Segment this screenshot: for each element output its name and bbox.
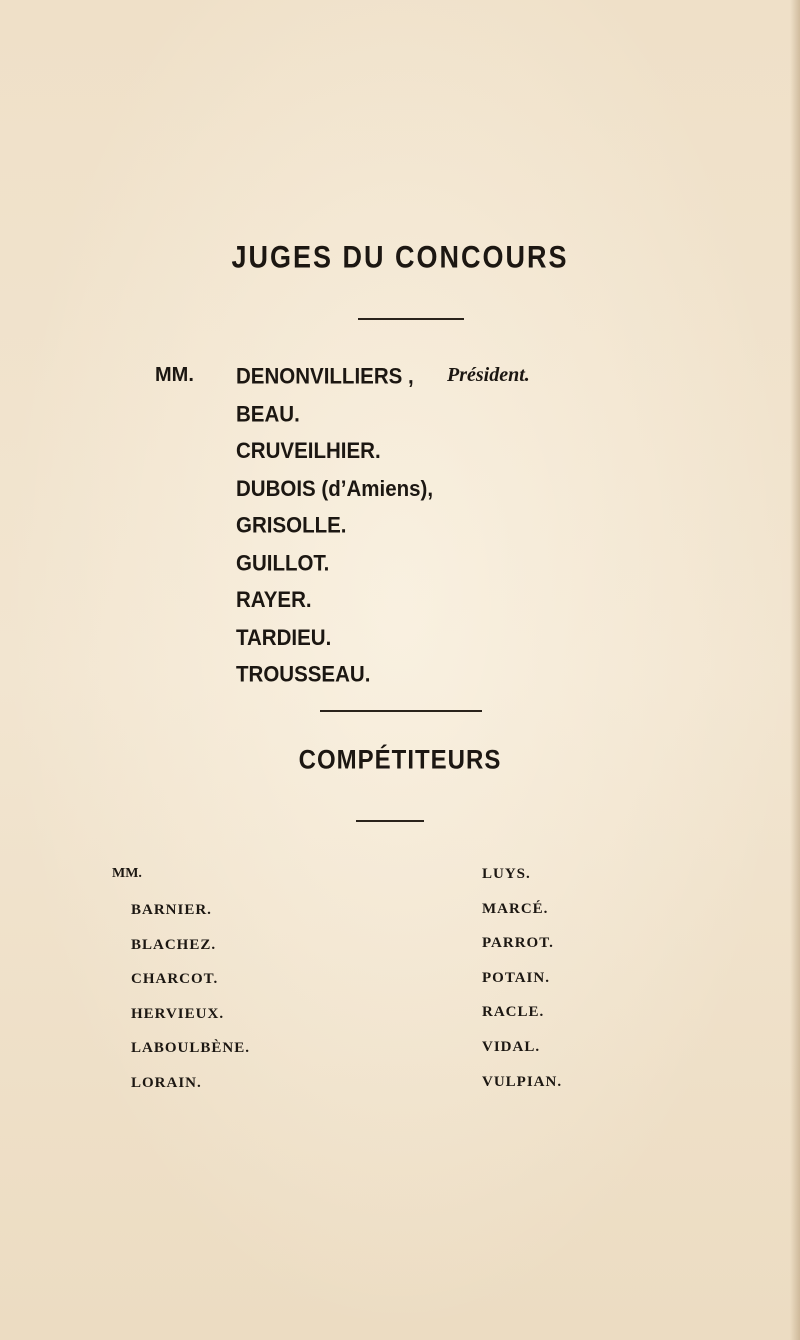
competitors-prefix: MM. (112, 866, 142, 881)
judge-name: BEAU. (236, 401, 300, 427)
president-label: Président. (447, 364, 530, 386)
competitor-name: LORAIN. (131, 1074, 202, 1091)
heading-rule (356, 820, 424, 822)
judge-name: RAYER. (236, 587, 312, 613)
competitors-heading: COMPÉTITEURS (298, 745, 502, 776)
judge-name: CRUVEILHIER. (236, 438, 381, 464)
competitors-left-column (131, 900, 250, 1108)
competitor-name: CHARCOT. (131, 971, 219, 988)
heading-rule (358, 318, 464, 320)
judge-name: TROUSSEAU. (236, 662, 371, 688)
competitor-name: RACLE. (482, 1004, 545, 1021)
judges-prefix: MM. (155, 364, 194, 386)
competitor-name: VULPIAN. (482, 1073, 563, 1090)
competitor-name: PARROT. (482, 935, 554, 952)
competitors-right-column (482, 864, 562, 1106)
page-edge (790, 0, 800, 1340)
competitor-name: BLACHEZ. (131, 936, 217, 953)
competitor-name: VIDAL. (482, 1038, 541, 1055)
competitor-name: HERVIEUX. (131, 1005, 225, 1022)
competitor-name: LABOULBÈNE. (131, 1040, 250, 1057)
judges-list (236, 362, 433, 697)
competitor-name: LUYS. (482, 866, 531, 882)
judge-name: GRISOLLE. (236, 513, 347, 539)
judge-name: DENONVILLIERS , (236, 364, 414, 389)
judge-name: GUILLOT. (236, 550, 330, 576)
competitor-name: BARNIER. (131, 902, 212, 918)
judges-heading: JUGES DU CONCOURS (231, 239, 569, 275)
judge-name: TARDIEU. (236, 624, 332, 650)
competitor-name: MARCÉ. (482, 900, 549, 917)
section-divider (320, 710, 482, 712)
judge-name: DUBOIS (d’Amiens), (236, 475, 434, 501)
competitor-name: POTAIN. (482, 969, 550, 986)
